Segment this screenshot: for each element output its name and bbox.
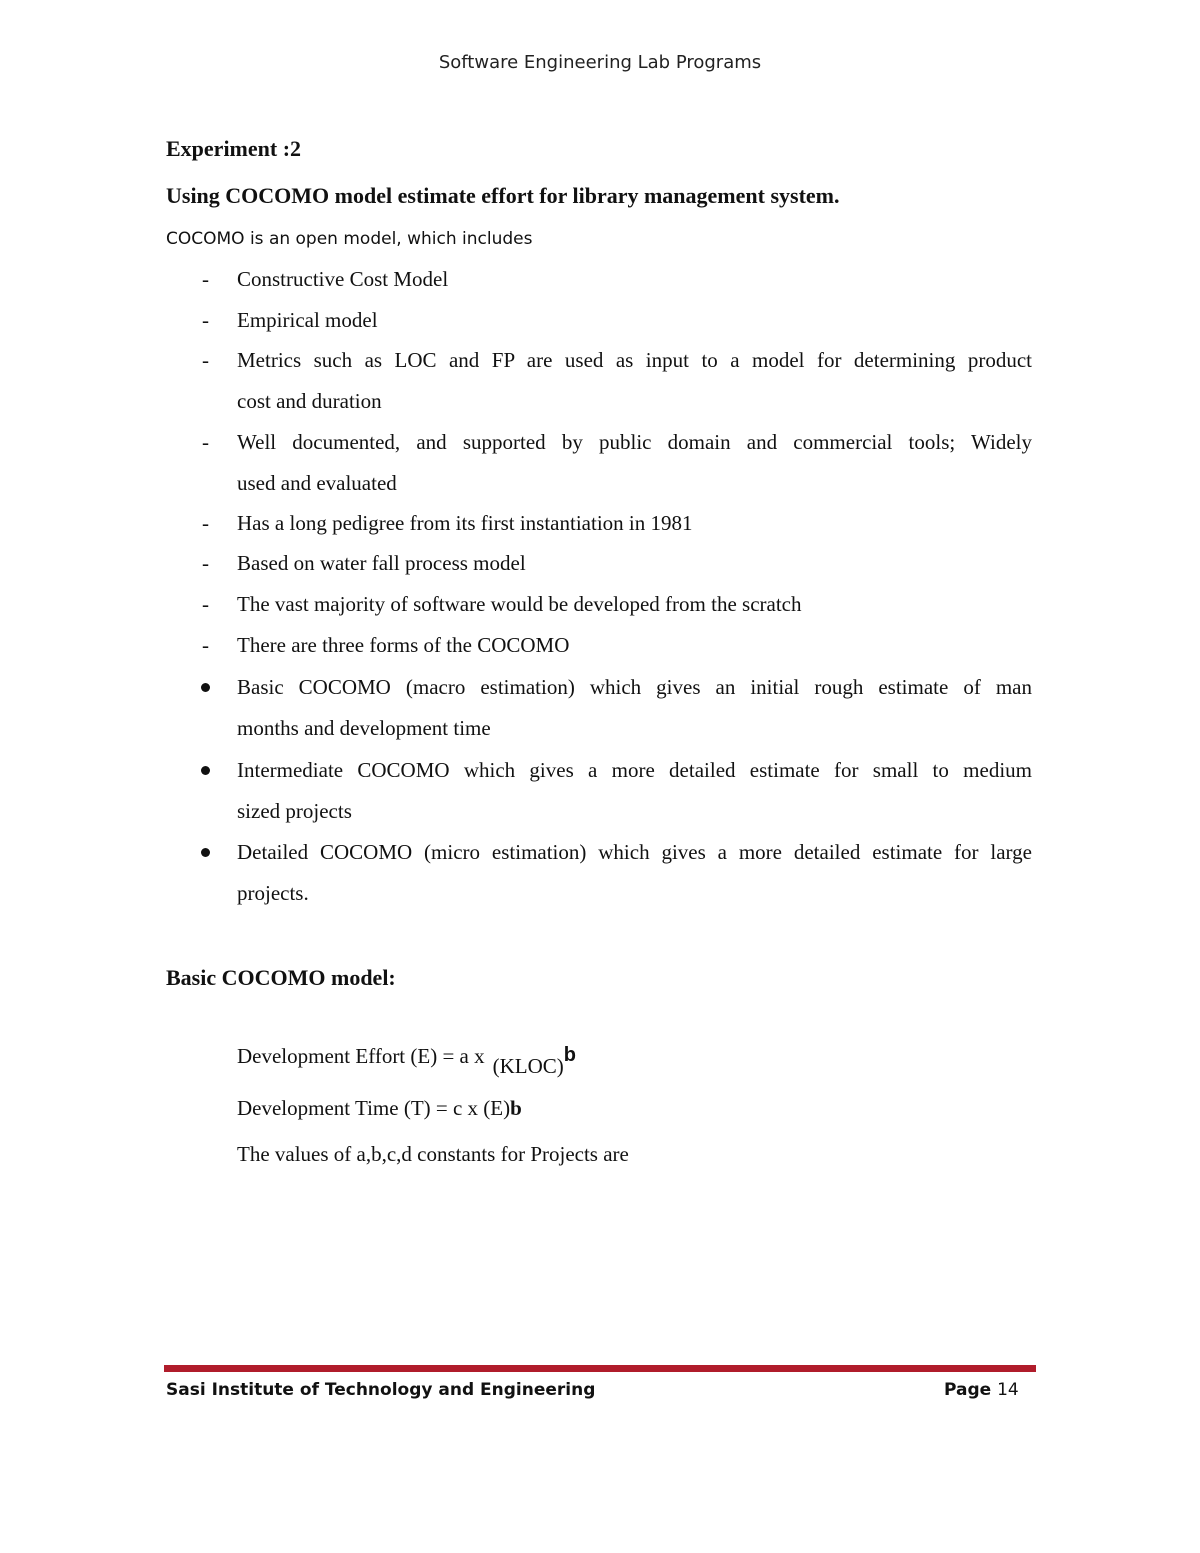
list-item <box>237 340 1032 422</box>
dash-marker: - <box>202 511 209 535</box>
footer-page-number: 14 <box>997 1380 1019 1400</box>
dash-marker: - <box>202 308 209 332</box>
dash-marker: - <box>202 551 209 575</box>
dash-marker: - <box>202 348 209 372</box>
list-item-text: Intermediate COCOMO which gives a more detailed estimate for small to medium <box>237 758 1032 782</box>
experiment-aim: Using COCOMO model estimate effort for library management system. <box>166 183 840 208</box>
list-item-text: Detailed COCOMO (micro estimation) which gives a more detailed estimate for large <box>237 840 1032 864</box>
list-item-text: Has a long pedigree from its first instantiation in 1981 <box>237 511 693 535</box>
list-item-text: Empirical model <box>237 308 378 332</box>
list-item <box>237 750 1032 832</box>
time-formula-exponent: b <box>510 1096 522 1120</box>
effort-formula-prefix: Development Effort (E) = a x <box>237 1044 485 1068</box>
bullet-dot-icon <box>201 848 210 857</box>
footer-page <box>944 1380 1019 1400</box>
list-item-text: There are three forms of the COCOMO <box>237 633 570 657</box>
list-item-text: projects. <box>237 881 309 905</box>
list-item-text: months and development time <box>237 716 491 740</box>
effort-formula-kloc: (KLOC) <box>492 1054 564 1078</box>
list-item-text: cost and duration <box>237 389 382 413</box>
page-header-title: Software Engineering Lab Programs <box>438 52 762 73</box>
list-item <box>237 625 1032 666</box>
list-item <box>237 832 1032 914</box>
list-item <box>237 300 1032 341</box>
basic-cocomo-heading: Basic COCOMO model: <box>166 965 396 990</box>
footer-rule <box>164 1365 1036 1372</box>
experiment-label: Experiment :2 <box>166 136 302 161</box>
constants-line: The values of a,b,c,d constants for Projects are <box>237 1142 629 1166</box>
time-formula <box>237 1096 522 1121</box>
list-item-text: Basic COCOMO (macro estimation) which gives an initial rough estimate of man <box>237 675 1032 699</box>
list-item <box>237 259 1032 300</box>
dash-marker: - <box>202 633 209 657</box>
list-item <box>237 543 1032 584</box>
list-item <box>237 503 1032 544</box>
dash-marker: - <box>202 430 209 454</box>
list-item-text: Metrics such as LOC and FP are used as input to a model for determining product <box>237 348 1032 372</box>
bullet-dot-icon <box>201 683 210 692</box>
effort-formula <box>237 1044 576 1078</box>
list-item <box>237 667 1032 749</box>
list-item-text: Constructive Cost Model <box>237 267 449 291</box>
list-item-text: Well documented, and supported by public domain and commercial tools; Widely <box>237 430 1032 454</box>
list-item-text: used and evaluated <box>237 471 397 495</box>
list-item-text: The vast majority of software would be developed from the scratch <box>237 592 802 616</box>
dash-marker: - <box>202 592 209 616</box>
list-item <box>237 584 1032 625</box>
time-formula-prefix: Development Time (T) = c x (E) <box>237 1096 511 1120</box>
intro-text: COCOMO is an open model, which includes <box>166 229 533 249</box>
list-item <box>237 422 1032 504</box>
dash-marker: - <box>202 267 209 291</box>
effort-formula-exponent: b <box>563 1044 576 1066</box>
list-item-text: sized projects <box>237 799 352 823</box>
footer-page-label: Page <box>944 1380 992 1400</box>
list-item-text: Based on water fall process model <box>237 551 526 575</box>
bullet-dot-icon <box>201 766 210 775</box>
footer-institute: Sasi Institute of Technology and Engineering <box>166 1380 596 1400</box>
